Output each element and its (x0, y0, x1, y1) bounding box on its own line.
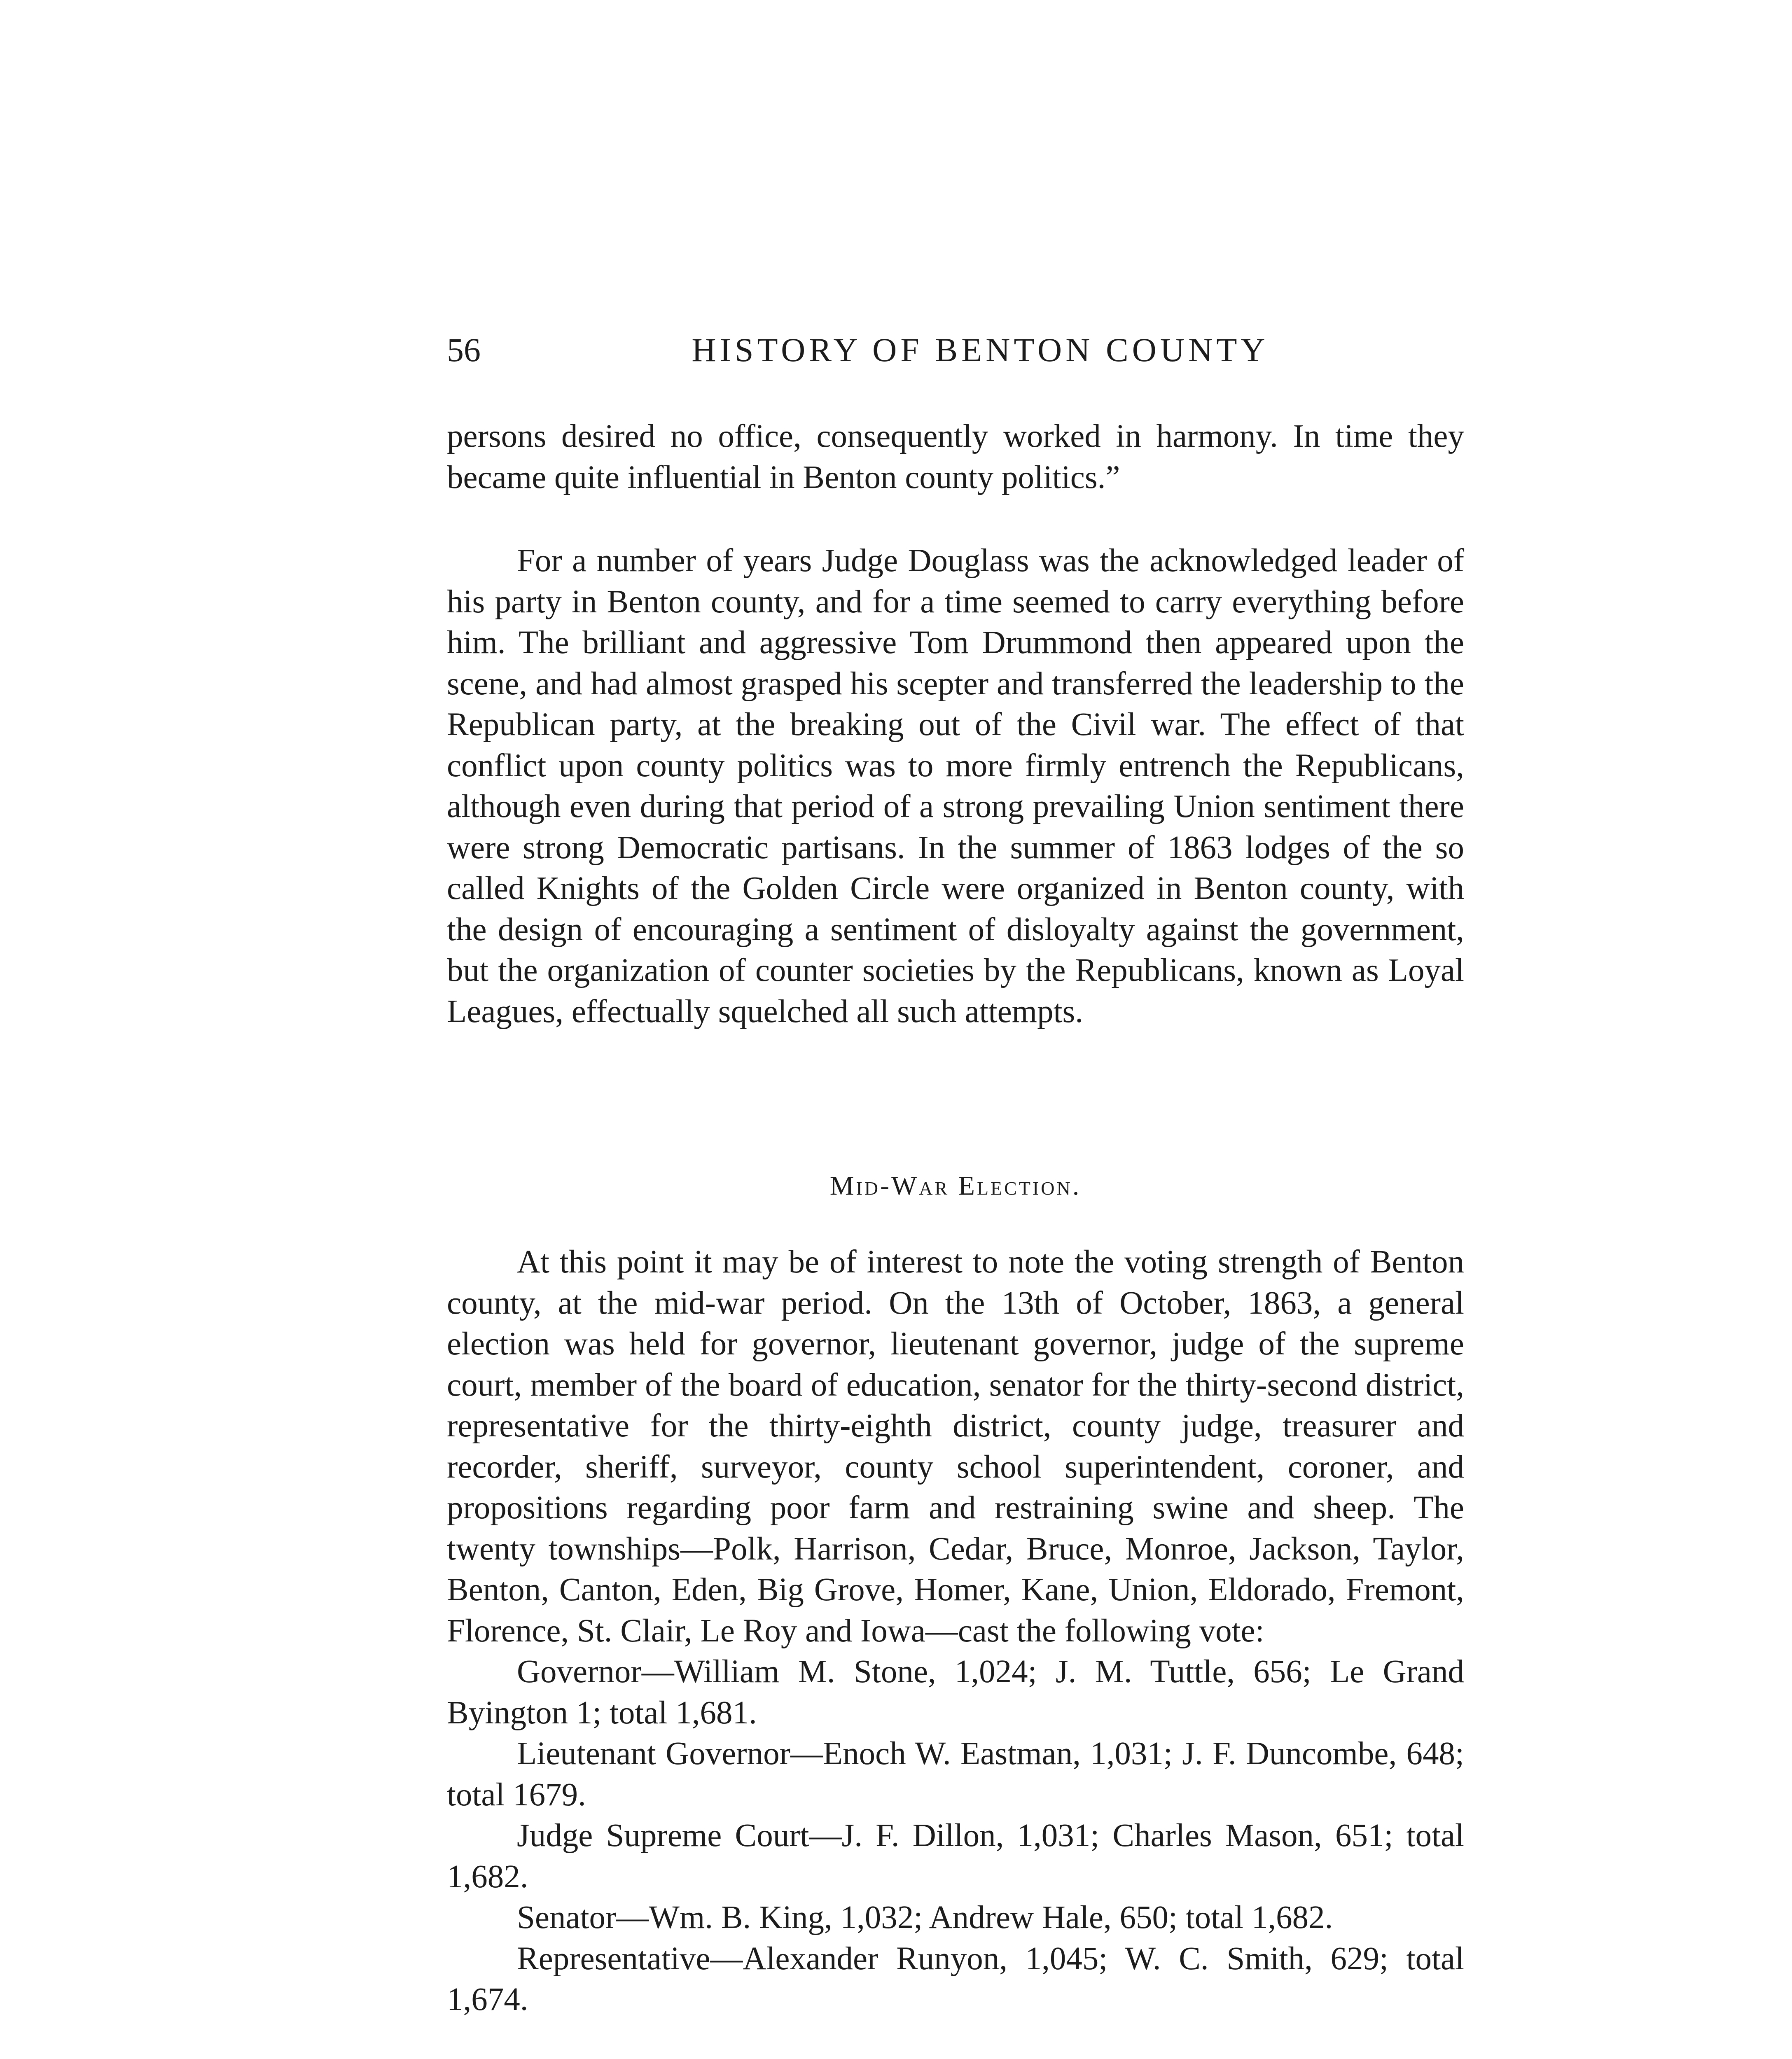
result-senator: Senator—Wm. B. King, 1,032; Andrew Hale, 650; total 1,682. (517, 1900, 1333, 1935)
douglass-paragraph: For a number of years Judge Douglass was the acknowledged leader of his party in Benton county, and for a time seemed to carry everything before him. The brilliant and aggressive Tom Drummond then appeared upon the scene, and had almost grasped his scepter and transferred the leadership to the Republican party, at the breaking out of the Civil war. The effect of that conflict upon county politics was to more firmly entrench the Republicans, although even during that period of a strong prevailing Union sentiment there were strong Democratic partisans. In the summer of 1863 lodges of the so called Knights of the Golden Circle were organized in Benton county, with the design of encouraging a sentiment of disloyalty against the government, but the organization of counter societies by the Republicans, known as Loyal Leagues, effectually squelched all such attempts. (447, 543, 1464, 1030)
result-representative: Representative—Alexander Runyon, 1,045; W. C. Smith, 629; total 1,674. (447, 1940, 1464, 2017)
election-paragraph-block (447, 1242, 1464, 2020)
result-governor: Governor—William M. Stone, 1,024; J. M. Tuttle, 656; Le Grand Byington 1; total 1,681. (447, 1654, 1464, 1731)
election-paragraph: At this point it may be of interest to note the voting strength of Benton county, at the mid-war period. On the 13th of October, 1863, a general election was held for governor, lieutenant governor, judge of the supreme court, member of the board of education, senator for the thirty-second district, representative for the thirty-eighth district, county judge, treasurer and recorder, sheriff, surveyor, county school superintendent, coroner, and propositions regarding poor farm and restraining swine and sheep. The twenty townships—Polk, Harrison, Cedar, Bruce, Monroe, Jackson, Taylor, Benton, Canton, Eden, Big Grove, Homer, Kane, Union, Eldorado, Fremont, Florence, St. Clair, Le Roy and Iowa—cast the following vote: (447, 1244, 1464, 1649)
douglass-paragraph-block (447, 540, 1464, 1032)
continuation-paragraph-block (447, 416, 1464, 498)
continuation-paragraph: persons desired no office, consequently worked in harmony. In time they became quite influential in Benton county politics.” (447, 418, 1464, 495)
page-header (447, 327, 1464, 373)
result-lieutenant-governor: Lieutenant Governor—Enoch W. Eastman, 1,031; J. F. Duncombe, 648; total 1679. (447, 1736, 1464, 1813)
section-heading: Mid-War Election. (829, 1171, 1082, 1201)
result-judge-supreme-court: Judge Supreme Court—J. F. Dillon, 1,031; Charles Mason, 651; total 1,682. (447, 1818, 1464, 1895)
running-title: HISTORY OF BENTON COUNTY (692, 331, 1269, 369)
page-number: 56 (447, 331, 481, 369)
